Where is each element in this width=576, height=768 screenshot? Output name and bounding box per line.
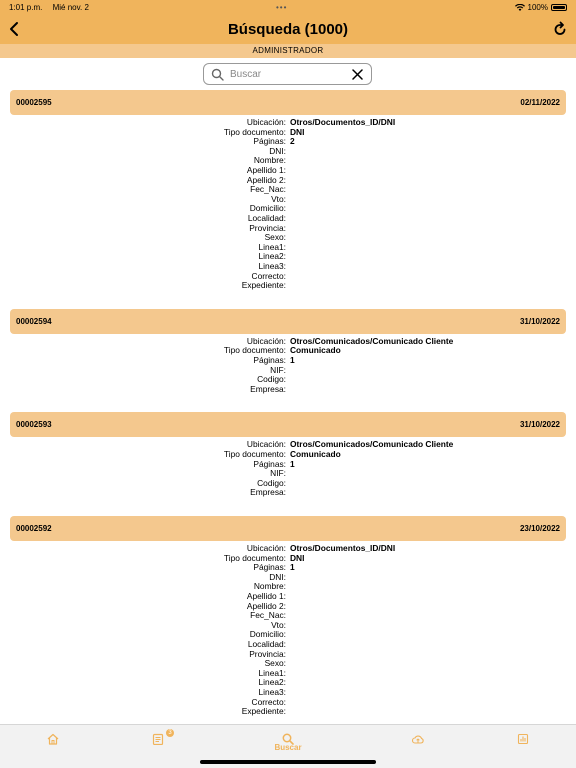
home-icon	[47, 733, 59, 745]
wifi-icon	[515, 4, 525, 11]
field-label: Tipo documento:	[223, 552, 286, 563]
record-id: 00002592	[16, 524, 52, 533]
field-label: Vto:	[271, 193, 286, 204]
field-row	[0, 460, 576, 470]
record-fields	[0, 440, 576, 498]
field-label: DNI:	[269, 571, 286, 582]
field-label: Empresa:	[250, 383, 286, 394]
notification-badge: 3	[166, 729, 174, 737]
field-row	[0, 650, 576, 660]
field-row	[0, 630, 576, 640]
field-row	[0, 128, 576, 138]
field-row	[0, 640, 576, 650]
field-row	[0, 272, 576, 282]
field-label: Linea3:	[258, 260, 286, 271]
record-fields	[0, 118, 576, 291]
field-row	[0, 195, 576, 205]
field-row	[0, 252, 576, 262]
field-row	[0, 204, 576, 214]
field-label: Sexo:	[264, 658, 286, 669]
tab-label: Buscar	[274, 743, 302, 752]
field-label: Fec_Nac:	[250, 184, 286, 195]
field-label: Provincia:	[249, 648, 286, 659]
field-row	[0, 185, 576, 195]
field-label: Linea2:	[258, 677, 286, 688]
field-value: Otros/Documentos_ID/DNI	[290, 117, 396, 127]
field-label: Correcto:	[251, 696, 286, 707]
field-label: Domicilio:	[249, 203, 286, 214]
field-row	[0, 554, 576, 564]
field-row	[0, 224, 576, 234]
record-header[interactable]	[10, 90, 566, 115]
field-label: Linea3:	[258, 686, 286, 697]
app-header	[0, 0, 576, 44]
field-label: Localidad:	[247, 638, 286, 649]
field-row	[0, 688, 576, 698]
field-label: Apellido 1:	[246, 590, 286, 601]
field-label: Tipo documento:	[223, 345, 286, 356]
field-row	[0, 488, 576, 498]
field-value: Comunicado	[290, 448, 341, 459]
field-label: Expediente:	[241, 706, 286, 717]
field-row	[0, 166, 576, 176]
status-time: 1:01 p.m.	[9, 3, 43, 12]
field-row	[0, 118, 576, 128]
field-row	[0, 582, 576, 592]
field-value: DNI	[290, 126, 305, 137]
field-row	[0, 440, 576, 450]
field-row	[0, 233, 576, 243]
field-row	[0, 346, 576, 356]
cloud-upload-icon	[412, 733, 424, 745]
field-label: Nombre:	[253, 581, 286, 592]
field-row	[0, 602, 576, 612]
field-row	[0, 611, 576, 621]
field-label: Tipo documento:	[223, 126, 286, 137]
field-label: Apellido 1:	[246, 164, 286, 175]
field-label: Correcto:	[251, 270, 286, 281]
field-value: DNI	[290, 552, 305, 563]
field-label: DNI:	[269, 145, 286, 156]
field-value: 1	[290, 562, 295, 573]
field-label: Empresa:	[250, 487, 286, 498]
field-label: Páginas:	[253, 562, 286, 573]
field-label: Ubicación:	[246, 439, 286, 450]
field-row	[0, 707, 576, 717]
field-row	[0, 678, 576, 688]
battery-percent: 100%	[527, 3, 548, 12]
search-bar[interactable]	[203, 63, 372, 85]
field-label: Linea2:	[258, 251, 286, 262]
field-row	[0, 243, 576, 253]
field-label: Páginas:	[253, 458, 286, 469]
field-row	[0, 698, 576, 708]
field-label: NIF:	[270, 364, 286, 375]
record-header[interactable]	[10, 516, 566, 541]
tab-documents[interactable]	[128, 725, 188, 759]
field-label: Páginas:	[253, 354, 286, 365]
tab-home[interactable]	[23, 725, 83, 759]
field-label: Ubicación:	[246, 543, 286, 553]
field-label: Ubicación:	[246, 117, 286, 127]
field-value: Comunicado	[290, 345, 341, 356]
field-label: Codigo:	[257, 477, 286, 488]
field-row	[0, 544, 576, 554]
field-row	[0, 214, 576, 224]
tab-search[interactable]	[258, 725, 318, 759]
field-label: Ubicación:	[246, 335, 286, 346]
field-label: Páginas:	[253, 136, 286, 147]
search-input[interactable]	[230, 67, 346, 82]
field-row	[0, 366, 576, 376]
record-fields	[0, 544, 576, 717]
battery-icon	[551, 4, 567, 11]
field-value: Otros/Comunicados/Comunicado Cliente	[290, 439, 454, 450]
field-row	[0, 137, 576, 147]
search-icon	[211, 68, 224, 81]
field-value: 2	[290, 136, 295, 147]
field-value: 1	[290, 354, 295, 365]
field-label: Linea1:	[258, 667, 286, 678]
field-row	[0, 469, 576, 479]
field-row	[0, 592, 576, 602]
field-row	[0, 262, 576, 272]
field-row	[0, 337, 576, 347]
role-banner: ADMINISTRADOR	[0, 44, 576, 58]
status-date: Mié nov. 2	[52, 3, 89, 12]
refresh-icon[interactable]	[551, 20, 569, 38]
field-label: Tipo documento:	[223, 448, 286, 459]
field-row	[0, 281, 576, 291]
status-bar	[0, 0, 576, 14]
clear-search-icon[interactable]	[352, 69, 363, 80]
document-icon	[152, 733, 164, 745]
field-value: Otros/Comunicados/Comunicado Cliente	[290, 335, 454, 346]
tab-upload[interactable]	[388, 725, 448, 759]
field-label: Codigo:	[257, 374, 286, 385]
field-row	[0, 563, 576, 573]
home-indicator[interactable]	[200, 760, 376, 764]
record-date: 31/10/2022	[519, 420, 560, 430]
page-title: Búsqueda (1000)	[227, 21, 349, 38]
record-id: 00002595	[16, 98, 52, 107]
record-list[interactable]	[0, 90, 576, 720]
record-fields	[0, 337, 576, 395]
field-label: Fec_Nac:	[250, 610, 286, 621]
field-label: Linea1:	[258, 241, 286, 252]
field-label: Nombre:	[253, 155, 286, 166]
field-row	[0, 356, 576, 366]
record-date: 31/10/2022	[519, 316, 560, 326]
field-row	[0, 479, 576, 489]
field-label: Apellido 2:	[246, 600, 286, 611]
record-date: 02/11/2022	[520, 98, 560, 107]
field-row	[0, 156, 576, 166]
tab-stats[interactable]	[493, 725, 553, 759]
field-row	[0, 147, 576, 157]
field-value: 1	[290, 458, 295, 469]
field-label: Vto:	[271, 619, 286, 630]
field-row	[0, 573, 576, 583]
record-date: 23/10/2022	[519, 524, 560, 533]
field-label: NIF:	[270, 468, 286, 479]
field-row	[0, 659, 576, 669]
record-header[interactable]	[10, 309, 566, 334]
field-row	[0, 669, 576, 679]
field-row	[0, 450, 576, 460]
record-id: 00002593	[16, 420, 52, 430]
multitask-dots-icon[interactable]: •••	[276, 3, 288, 12]
field-value: Otros/Documentos_ID/DNI	[290, 543, 396, 553]
field-label: Sexo:	[264, 232, 286, 243]
record-id: 00002594	[16, 316, 52, 326]
field-label: Expediente:	[241, 280, 286, 291]
chart-icon	[517, 733, 529, 745]
field-label: Domicilio:	[249, 629, 286, 640]
field-row	[0, 621, 576, 631]
record-header[interactable]	[10, 412, 566, 437]
field-label: Provincia:	[249, 222, 286, 233]
field-row	[0, 375, 576, 385]
field-row	[0, 176, 576, 186]
field-row	[0, 385, 576, 395]
field-label: Apellido 2:	[246, 174, 286, 185]
field-label: Localidad:	[247, 212, 286, 223]
